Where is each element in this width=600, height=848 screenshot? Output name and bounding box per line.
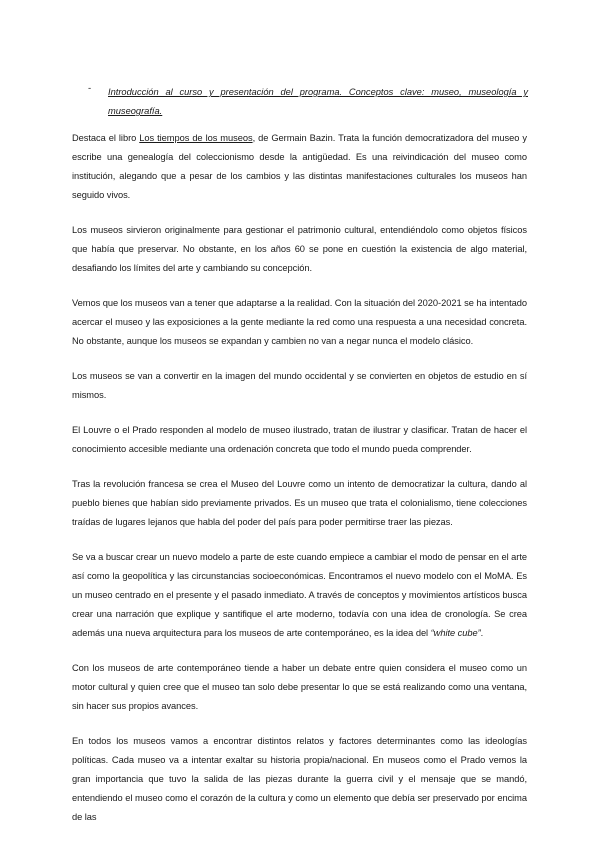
paragraph-7-end: .	[480, 628, 484, 638]
paragraph-9: En todos los museos vamos a encontrar distintos relatos y factores determinantes como las ideologías políticas. Cada museo va a intentar exaltar su historia propia/nacional. En museos como el Prado vemos la gran importancia que tuvo la salida de las piezas durante la guerra civil y el mensaje que se mandó, entendiendo el museo como el corazón de la cultura y como un elemento que debía ser preservado por encima de las	[72, 736, 527, 822]
paragraph-5: El Louvre o el Prado responden al modelo de museo ilustrado, tratan de ilustrar y clasificar. Tratan de hacer el conocimiento accesible mediante una ordenación concreta que todo el mundo pueda comprender.	[72, 425, 527, 454]
paragraph-1-start: Destaca el libro	[72, 133, 140, 143]
paragraph-2: Los museos sirvieron originalmente para gestionar el patrimonio cultural, entendiéndolo como objetos físicos que había que preservar. No obstante, en los años 60 se pone en cuestión la existencia de algo material, desafiando los límites del arte y cambiando su concepción.	[72, 225, 527, 273]
document-body	[72, 129, 527, 843]
paragraph-7-start: Se va a buscar crear un nuevo modelo a parte de este cuando empiece a cambiar el modo de pensar en el arte así como la geopolítica y las circunstancias socioeconómicas. Encontramos el nuevo modelo con el MoMA. Es un museo centrado en el presente y el pasado inmediato. A través de conceptos y movimientos artísticos busca crear una narración que explique y santifique el arte moderno, todavía con una idea de cronología. Se crea además una nueva arquitectura para los museos de arte contemporáneo, es la idea del	[72, 552, 527, 638]
paragraph-7	[72, 548, 527, 643]
heading-title: Introducción al curso y presentación del programa. Conceptos clave: museo, museología y museografía.	[108, 87, 528, 116]
heading-bullet: -	[88, 83, 92, 94]
book-title: Los tiempos de los museos	[139, 133, 253, 143]
section-heading	[88, 83, 528, 121]
paragraph-8: Con los museos de arte contemporáneo tiende a haber un debate entre quien considera el museo como un motor cultural y quien cree que el museo tan solo debe presentar lo que se está realizando como una ventana, sin hacer sus propios avances.	[72, 663, 527, 711]
paragraph-4: Los museos se van a convertir en la imagen del mundo occidental y se convierten en objetos de estudio en sí mismos.	[72, 371, 527, 400]
white-cube-quote: “white cube”	[430, 628, 481, 638]
paragraph-6: Tras la revolución francesa se crea el Museo del Louvre como un intento de democratizar la cultura, dando al pueblo bienes que habían sido previamente privados. Es un museo que trata el colonialismo, tiene colecciones traídas de lugares lejanos que habla del poder del país para poder permitirse traer las piezas.	[72, 479, 527, 527]
paragraph-1-rest: , de Germain Bazin. Trata la función democratizadora del museo y escribe una genealogía del coleccionismo desde la antigüedad. Es una reivindicación del museo como institución, alegando que a pesar de los cambios y las distintas manifestaciones culturales los museos han seguido vivos.	[72, 133, 528, 200]
paragraph-1	[72, 129, 527, 205]
paragraph-3: Vemos que los museos van a tener que adaptarse a la realidad. Con la situación del 2020-2021 se ha intentado acercar el museo y las exposiciones a la gente mediante la red como una respuesta a una necesidad concreta. No obstante, aunque los museos se expandan y cambien no van a negar nunca el modelo clásico.	[72, 298, 527, 346]
